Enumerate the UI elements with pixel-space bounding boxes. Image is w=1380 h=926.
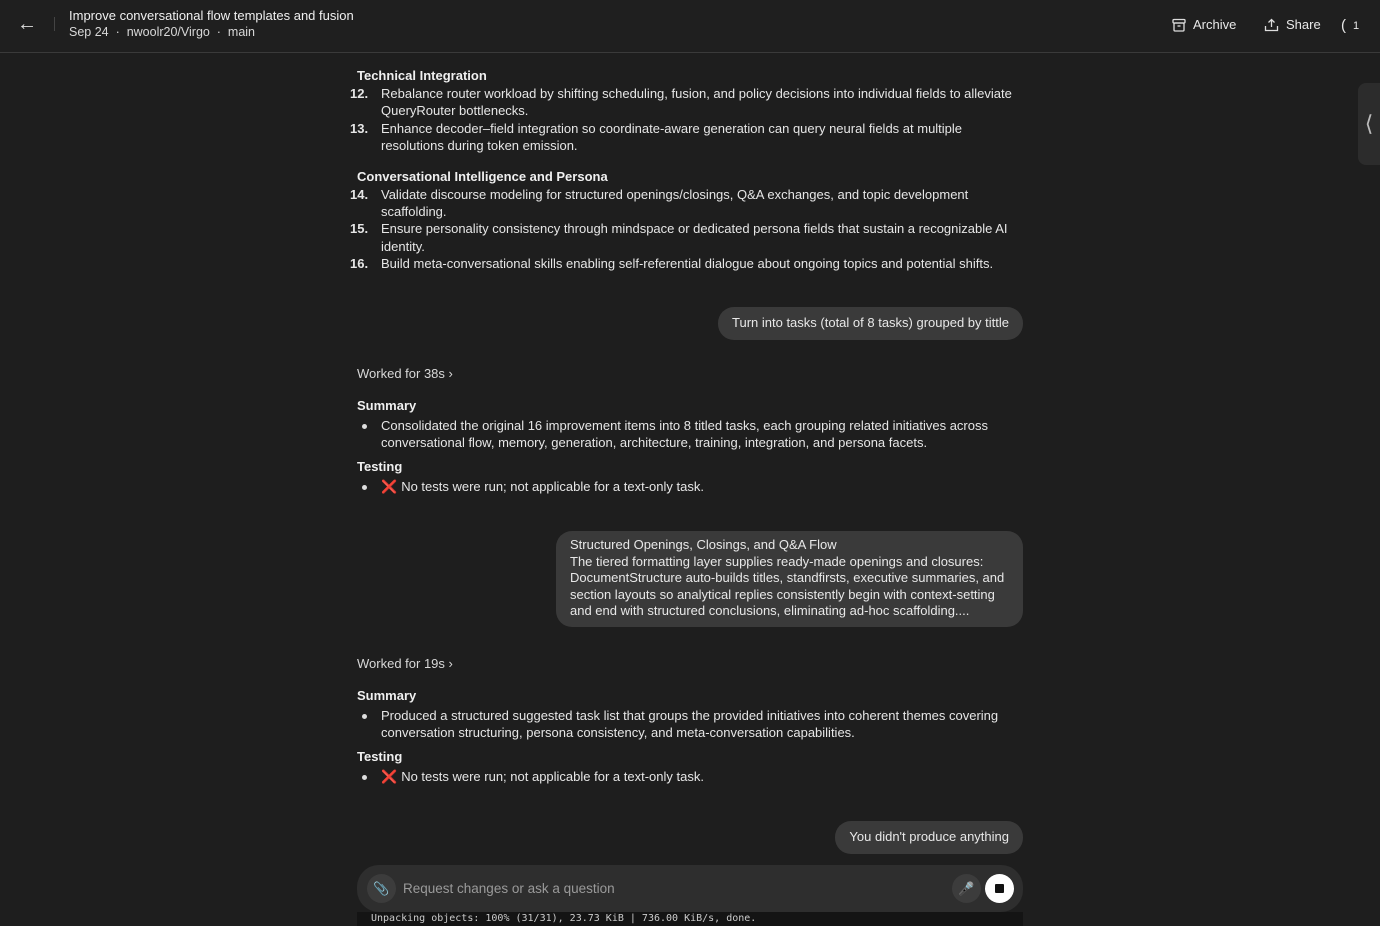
chevron-right-icon: › — [448, 366, 453, 381]
cross-mark-icon: ❌ — [381, 768, 398, 784]
message-input[interactable]: Request changes or ask a question — [403, 881, 615, 896]
item-text: Ensure personality consistency through mindspace or dedicated persona fields that sustain a recognizable AI identity. — [381, 221, 1008, 254]
list-item — [350, 85, 1023, 120]
list-item — [350, 220, 1023, 255]
task-date: Sep 24 — [69, 25, 109, 39]
archive-label: Archive — [1193, 17, 1237, 32]
share-label: Share — [1286, 17, 1321, 32]
diff-count-button[interactable]: ( 1 — [1341, 17, 1360, 34]
task-title: Improve conversational flow templates and fusion — [69, 8, 354, 23]
section-heading: Technical Integration — [357, 68, 487, 83]
diff-count: 1 — [1353, 19, 1360, 32]
assistant-message-tasks — [350, 68, 1023, 273]
archive-icon — [1172, 18, 1186, 32]
terminal-output: Unpacking objects: 100% (31/31), 23.73 KiB | 736.00 KiB/s, done. — [357, 912, 1023, 926]
list-item — [350, 120, 1023, 155]
list-item — [350, 255, 1023, 272]
user-message: You didn't produce anything — [835, 821, 1023, 854]
stop-button[interactable] — [985, 874, 1014, 903]
item-text: Build meta-conversational skills enabling self-referential dialogue about ongoing topics and potential shifts. — [381, 256, 994, 272]
assistant-response — [357, 656, 1023, 785]
summary-item: Consolidated the original 16 improvement items into 8 titled tasks, each grouping related initiatives across conversational flow, memory, generation, architecture, training, integration, and persona facets. — [357, 417, 1023, 452]
panel-toggle-chevron-icon[interactable]: ⟨ — [1358, 83, 1380, 165]
item-text: Validate discourse modeling for structured openings/closings, Q&A exchanges, and topic development scaffolding. — [381, 186, 969, 220]
attach-paperclip-icon[interactable]: 📎 — [367, 874, 396, 903]
list-item — [350, 186, 1023, 221]
repo-link[interactable]: nwoolr20/Virgo — [126, 25, 210, 39]
testing-heading: Testing — [357, 748, 403, 764]
task-meta: Sep 24 · nwoolr20/Virgo · main — [69, 25, 255, 39]
cross-mark-icon: ❌ — [381, 478, 398, 494]
task-list — [350, 186, 1023, 273]
assistant-response — [357, 366, 1023, 495]
share-icon — [1264, 18, 1279, 32]
divider — [54, 17, 55, 31]
user-message: Turn into tasks (total of 8 tasks) grouped by tittle — [718, 307, 1023, 340]
task-list — [350, 85, 1023, 155]
back-arrow-icon[interactable]: ← — [17, 13, 37, 35]
item-number: 14. — [350, 186, 369, 202]
item-number: 13. — [350, 120, 369, 136]
share-button[interactable] — [1264, 17, 1321, 32]
message-body: The tiered formatting layer supplies ready-made openings and closures: DocumentStructure auto-builds titles, standfirsts, executive summaries, and section layouts so analytical replies consistently begin with context-setting and end with structured conclusions, eliminating ad-hoc scaffolding.... — [570, 553, 1005, 619]
top-bar — [0, 0, 1380, 53]
chevron-right-icon: › — [448, 656, 453, 671]
archive-button[interactable] — [1172, 17, 1236, 32]
branch-name: main — [227, 25, 255, 39]
worked-label: Worked for 19s — [357, 656, 445, 671]
worked-label: Worked for 38s — [357, 366, 445, 381]
testing-item — [357, 768, 1023, 785]
user-message — [556, 531, 1023, 627]
testing-item — [357, 478, 1023, 495]
section-heading: Conversational Intelligence and Persona — [357, 168, 608, 184]
item-number: 16. — [350, 256, 369, 272]
item-text: Rebalance router workload by shifting scheduling, fusion, and policy decisions into individual fields to alleviate QueryRouter bottlenecks. — [381, 86, 1012, 119]
message-line: Structured Openings, Closings, and Q&A Flow — [570, 537, 837, 552]
summary-item: Produced a structured suggested task list that groups the provided initiatives into coherent themes covering conversation structuring, persona consistency, and meta-conversation capabilities. — [357, 707, 1023, 742]
summary-heading: Summary — [357, 688, 417, 703]
item-text: Enhance decoder–field integration so coordinate-aware generation can query neural fields at multiple resolutions during token emission. — [381, 120, 963, 154]
worked-for-toggle[interactable] — [357, 366, 1023, 381]
composer — [357, 865, 1023, 912]
summary-heading: Summary — [357, 398, 417, 413]
testing-heading: Testing — [357, 458, 403, 474]
microphone-icon[interactable]: 🎤 — [952, 874, 981, 903]
item-number: 12. — [350, 86, 369, 101]
testing-text: No tests were run; not applicable for a text-only task. — [401, 478, 704, 494]
testing-text: No tests were run; not applicable for a text-only task. — [401, 768, 704, 784]
worked-for-toggle[interactable] — [357, 656, 1023, 671]
item-number: 15. — [350, 221, 369, 237]
